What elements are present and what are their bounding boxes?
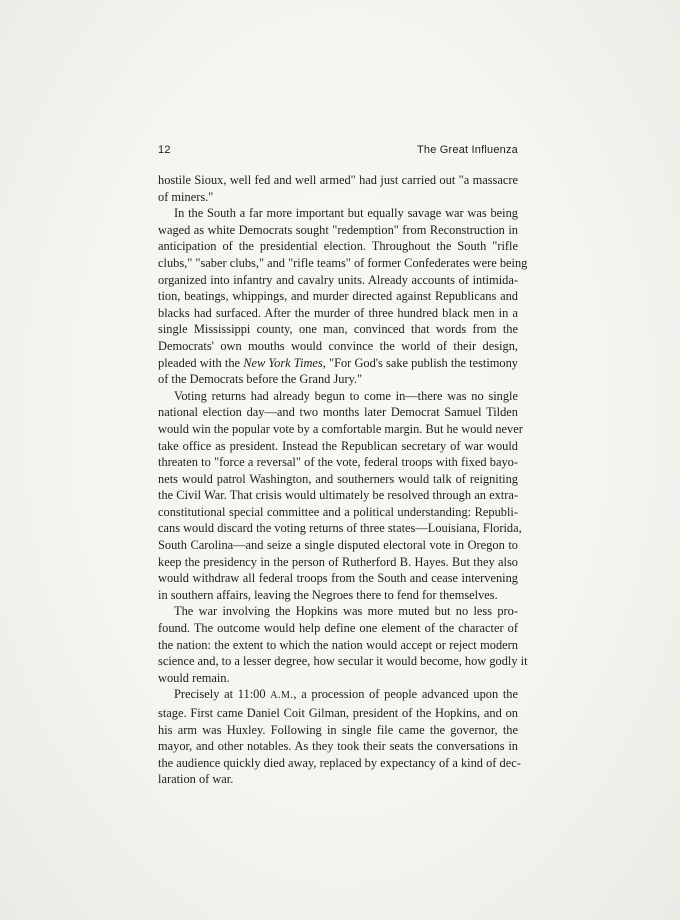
paragraph-5 xyxy=(158,686,521,788)
book-title: The Great Influenza xyxy=(416,144,518,156)
text-line xyxy=(158,355,518,372)
text-line: laration of war. xyxy=(158,772,234,787)
text-line: The war involving the Hopkins was more muted but no less pro- xyxy=(174,604,518,619)
text-line: of the Democrats before the Grand Jury." xyxy=(158,372,363,387)
text-line: in southern affairs, leaving the Negroes there to fend for themselves. xyxy=(158,587,498,602)
text-line: Democrats' own mouths would convince the world of their design, xyxy=(158,338,518,353)
text-line: anticipation of the presidential election. Throughout the South "rifle xyxy=(158,239,518,254)
newspaper-title: New York Times, xyxy=(243,355,326,370)
text-line: waged as white Democrats sought "redemption" from Reconstruction in xyxy=(158,222,518,237)
text-line: the nation: the extent to which the nation would accept or reject modern xyxy=(158,637,518,652)
paragraph-4 xyxy=(158,603,528,686)
text-line: tion, beatings, whippings, and murder directed against Republicans and xyxy=(158,289,518,304)
text-run: pleaded with the xyxy=(158,355,244,370)
page-number: 12 xyxy=(158,144,171,156)
time-suffix: A.M. xyxy=(270,690,294,702)
paragraph-3 xyxy=(158,388,523,604)
text-line: clubs," "saber clubs," and "rifle teams" of former Confederates were being xyxy=(158,255,528,270)
text-line: hostile Sioux, well fed and well armed" had just carried out "a massacre xyxy=(158,173,518,187)
text-line: science and, to a lesser degree, how secular it would become, how godly it xyxy=(158,654,528,669)
text-run: Precisely at 11:00 xyxy=(174,687,271,702)
text-line: South Carolina—and seize a single disputed electoral vote in Oregon to xyxy=(158,538,518,553)
text-line: the Civil War. That crisis would ultimately be resolved through an extra- xyxy=(158,488,518,503)
text-line: would withdraw all federal troops from the South and cease intervening xyxy=(158,571,518,586)
text-run: , a procession of people advanced upon the xyxy=(293,687,518,702)
text-line: single Mississippi county, one man, convinced that words from the xyxy=(158,322,518,337)
text-line: his arm was Huxley. Following in single file came the governor, the xyxy=(158,722,518,737)
text-line xyxy=(158,686,518,705)
paragraph-1 xyxy=(158,172,518,205)
text-line: would win the popular vote by a comfortable margin. But he would never xyxy=(158,421,523,436)
text-line: constitutional special committee and a political understanding: Republi- xyxy=(158,504,518,519)
paragraph-2 xyxy=(158,205,528,388)
text-line: take office as president. Instead the Republican secretary of war would xyxy=(158,438,518,453)
text-line: threaten to "force a reversal" of the vote, federal troops with fixed bayo- xyxy=(158,455,518,470)
text-line: blacks had surfaced. After the murder of three hundred black men in a xyxy=(158,305,518,320)
text-run: "For God's sake publish the testimony xyxy=(325,355,519,370)
text-line: keep the presidency in the person of Rutherford B. Hayes. But they also xyxy=(158,554,518,569)
text-line: the audience quickly died away, replaced by expectancy of a kind of dec- xyxy=(158,755,521,770)
text-line: stage. First came Daniel Coit Gilman, president of the Hopkins, and on xyxy=(158,706,518,720)
text-line: mayor, and other notables. As they took their seats the conversations in xyxy=(158,739,518,754)
running-head xyxy=(158,144,518,160)
text-line: of miners." xyxy=(158,189,214,204)
text-line: found. The outcome would help define one element of the character of xyxy=(158,621,518,636)
text-line: nets would patrol Washington, and southerners would talk of reigniting xyxy=(158,471,518,486)
text-line: would remain. xyxy=(158,670,230,685)
text-line: cans would discard the voting returns of three states—Louisiana, Florida, xyxy=(158,521,522,536)
text-line: organized into infantry and cavalry units. Already accounts of intimida- xyxy=(158,272,518,287)
text-line: Voting returns had already begun to come in—there was no single xyxy=(174,388,518,403)
page-text-block xyxy=(158,144,528,788)
text-line: national election day—and two months later Democrat Samuel Tilden xyxy=(158,405,518,420)
text-line: In the South a far more important but equally savage war was being xyxy=(174,206,518,221)
